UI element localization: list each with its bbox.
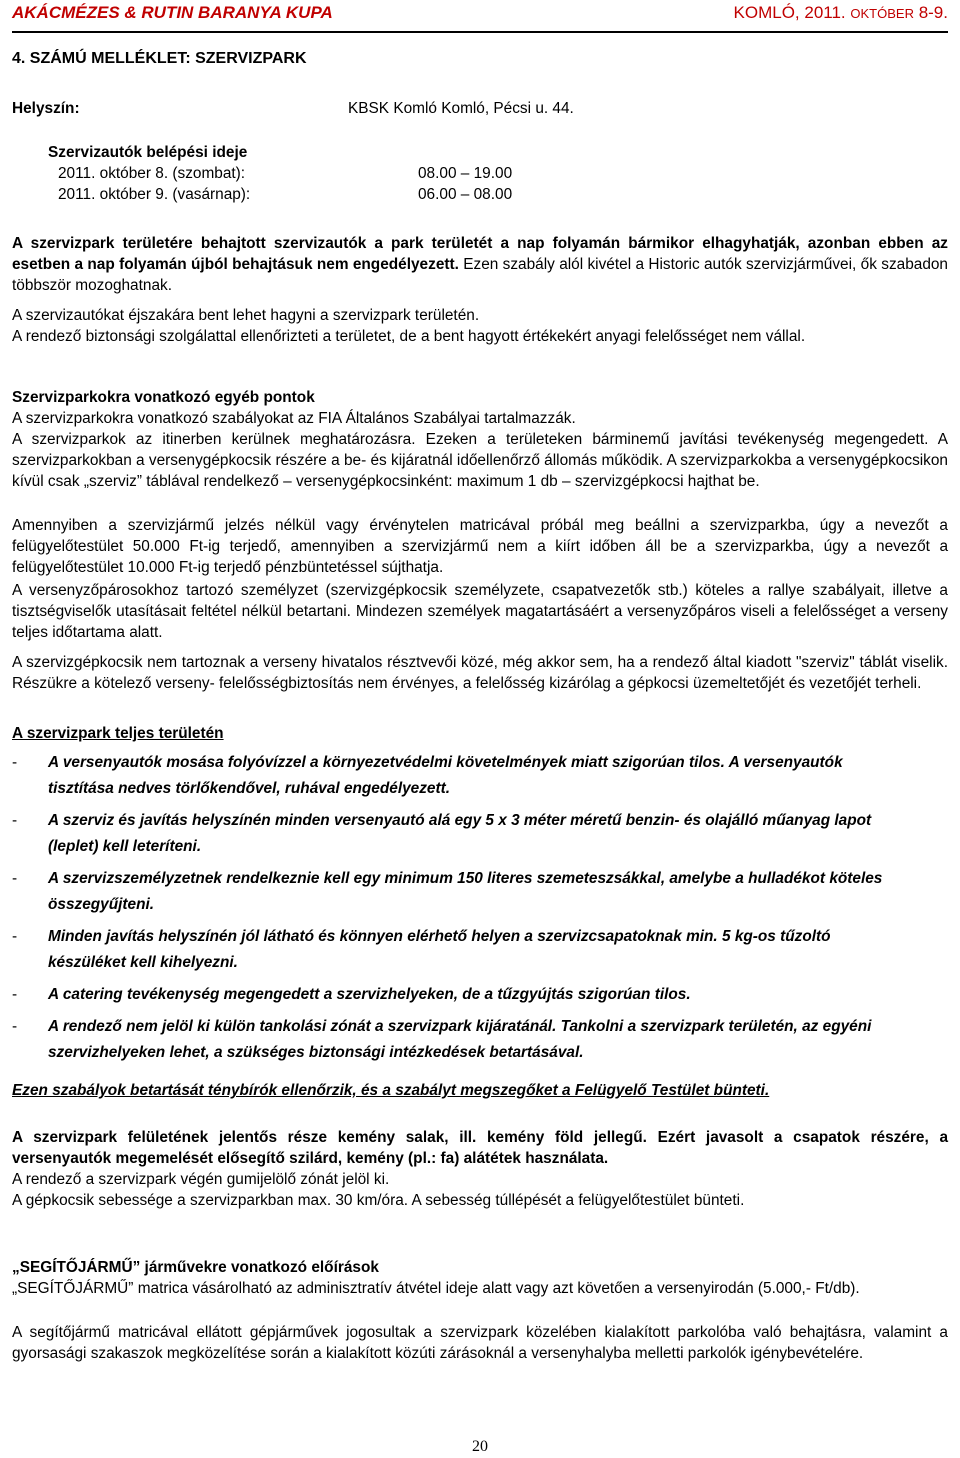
location-value: KBSK Komló Komló, Pécsi u. 44. <box>348 100 574 117</box>
entry-day-2: 2011. október 9. (vasárnap): <box>58 186 251 203</box>
helper-parking-paragraph: A segítőjármű matricával ellátott gépjárművek jogosultak a szervizpark közelében kialakított parkolóba való behajtásra, valamint a gyorsasági szakaszok megközelítése során a kialakított közúti zárásoknál a versenyhalyba melletti parkolók igénybevételére. <box>12 1324 948 1362</box>
event-place-date: KOMLÓ, 2011. OKTÓBER 8-9. <box>733 3 948 22</box>
helper-sticker-paragraph: „SEGÍTŐJÁRMŰ” matrica vásárolható az adminisztratív átvétel ideje alatt vagy azt követően a versenyirodán (5.000,- Ft/db). <box>12 1280 860 1297</box>
location-label: Helyszín: <box>12 100 80 117</box>
list-item: - A versenyautók mosása folyóvízzel a környezetvédelmi követelmények miatt szigorúan tilos. A versenyautók tisztítása nedves törlőkendővel, ruhával engedélyezett. <box>12 754 843 797</box>
other-rules-service-cars: A szervizgépkocsik nem tartoznak a verseny hivatalos résztvevői közé, még akkor sem, ha a rendező által kiadott "szerviz" táblát viselik. Részükre a kötelező verseny- felelősségbiztosítás nem érvényes, a felelősség kizárólag a gépkocsi üzemeltetőjét és vezetőjét terheli. <box>12 654 948 692</box>
page-number: 20 <box>472 1438 488 1455</box>
entry-title: Szervizautók belépési ideje <box>48 144 248 161</box>
paragraph-reentry: A szervizpark területére behajtott szervizautók a park területét a nap folyamán bármikor elhagyhatják, azonban ebben az esetben a nap folyamán újból behajtásuk nem engedélyezett. Ezen szabály alól kivétel a Historic autók szervizjárművei, ők szabadon többször mozoghatnak. <box>12 235 948 294</box>
other-rules-fia: A szervizparkokra vonatkozó szabályokat az FIA Általános Szabályai tartalmazzák. <box>12 410 576 427</box>
helper-title: „SEGÍTŐJÁRMŰ” járművekre vonatkozó előírások <box>12 1259 379 1276</box>
whole-area-closing: Ezen szabályok betartását ténybírók ellenőrzik, és a szabályt megszegőket a Felügyelő Testület bünteti. <box>12 1082 770 1099</box>
entry-time-1: 08.00 – 19.00 <box>418 165 513 182</box>
surface-tyre-zone: A rendező a szervizpark végén gumijelölő zónát jelöl ki. <box>12 1171 390 1188</box>
page-header <box>12 3 948 25</box>
other-rules-itinerary: A szervizparkok az itinerben kerülnek meghatározásra. Ezeken a területeken bárminemű javítási tevékenység megengedett. A szervizparkokban a versenygépkocsik részére a be- és kijáratnál időellenőrző állomás működik. A szervizparkokba a versenygépkocsikon kívül csak „szerviz” táblával rendelkező – versenygépkocsinként: maximum 1 db – szervizgépkocsi hajthat be. <box>12 431 948 490</box>
list-item: - A szervizszemélyzetnek rendelkeznie kell egy minimum 150 literes szemeteszsákkal, amelybe a hulladékot köteles összegyűjteni. <box>12 870 883 913</box>
list-item: - A catering tevékenység megengedett a szervizhelyeken, de a tűzgyújtás szigorúan tilos. <box>12 986 691 1003</box>
list-item: - Minden javítás helyszínén jól látható és könnyen elérhető helyen a szervizcsapatoknak min. 5 kg-os tűzoltó készüléket kell kihelyezni. <box>12 928 831 971</box>
other-rules-personnel: A versenyzőpárosokhoz tartozó személyzet (szervizgépkocsik személyzete, csapatvezetők stb.) köteles a rallye szabályait, illetve a tisztségviselők utasításait feltétel nélkül betartani. Mindezen személyek magatartásáért a versenyzőpáros viseli a felelősséget a verseny teljes időtartama alatt. <box>12 582 948 641</box>
surface-paragraph: A szervizpark felületének jelentős része kemény salak, ill. kemény föld jellegű. Ezért javasolt a csapatok részére, a versenyautók megemelését elősegítő szilárd, kemény (pl.: fa) alátétek használata. <box>12 1129 948 1167</box>
entry-time-2: 06.00 – 08.00 <box>418 186 513 203</box>
entry-day-1: 2011. október 8. (szombat): <box>58 165 246 182</box>
whole-area-rules <box>12 750 948 1072</box>
surface-speed-limit: A gépkocsik sebessége a szervizparkban max. 30 km/óra. A sebesség túllépését a felügyelőtestület bünteti. <box>12 1192 745 1209</box>
whole-area-title: A szervizpark teljes területén <box>12 725 224 742</box>
paragraph-security: A rendező biztonsági szolgálattal ellenőrizteti a területet, de a bent hagyott értékekért anyagi felelősséget nem vállal. <box>12 328 806 345</box>
list-item: - A szerviz és javítás helyszínén minden versenyautó alá egy 5 x 3 méter méretű benzin- és olajálló műanyag lapot (leplet) kell leteríteni. <box>12 812 872 855</box>
event-title: AKÁCMÉZES & RUTIN BARANYA KUPA <box>12 3 333 22</box>
list-item: - A rendező nem jelöl ki külön tankolási zónát a szervizpark kijáratánál. Tankolni a szervizpark területén, az egyéni szervizhelyeken lehet, a szükséges biztonsági intézkedések betartásával. <box>12 1018 872 1061</box>
section-title: 4. SZÁMÚ MELLÉKLET: SZERVIZPARK <box>12 50 307 67</box>
other-rules-title: Szervizparkokra vonatkozó egyéb pontok <box>12 389 315 406</box>
header-divider <box>12 31 948 33</box>
other-rules-penalties: Amennyiben a szervizjármű jelzés nélkül vagy érvénytelen matricával próbál meg beállni a szervizparkba, úgy a nevezőt a felügyelőtestület 50.000 Ft-ig terjedő, amennyiben a szervizjármű nem a kiírt időben áll be a szervizparkba, úgy a nevezőt a felügyelőtestület 10.000 Ft-ig terjedő pénzbüntetéssel sújthatja. <box>12 517 948 576</box>
paragraph-overnight: A szervizautókat éjszakára bent lehet hagyni a szervizpark területén. <box>12 307 480 324</box>
